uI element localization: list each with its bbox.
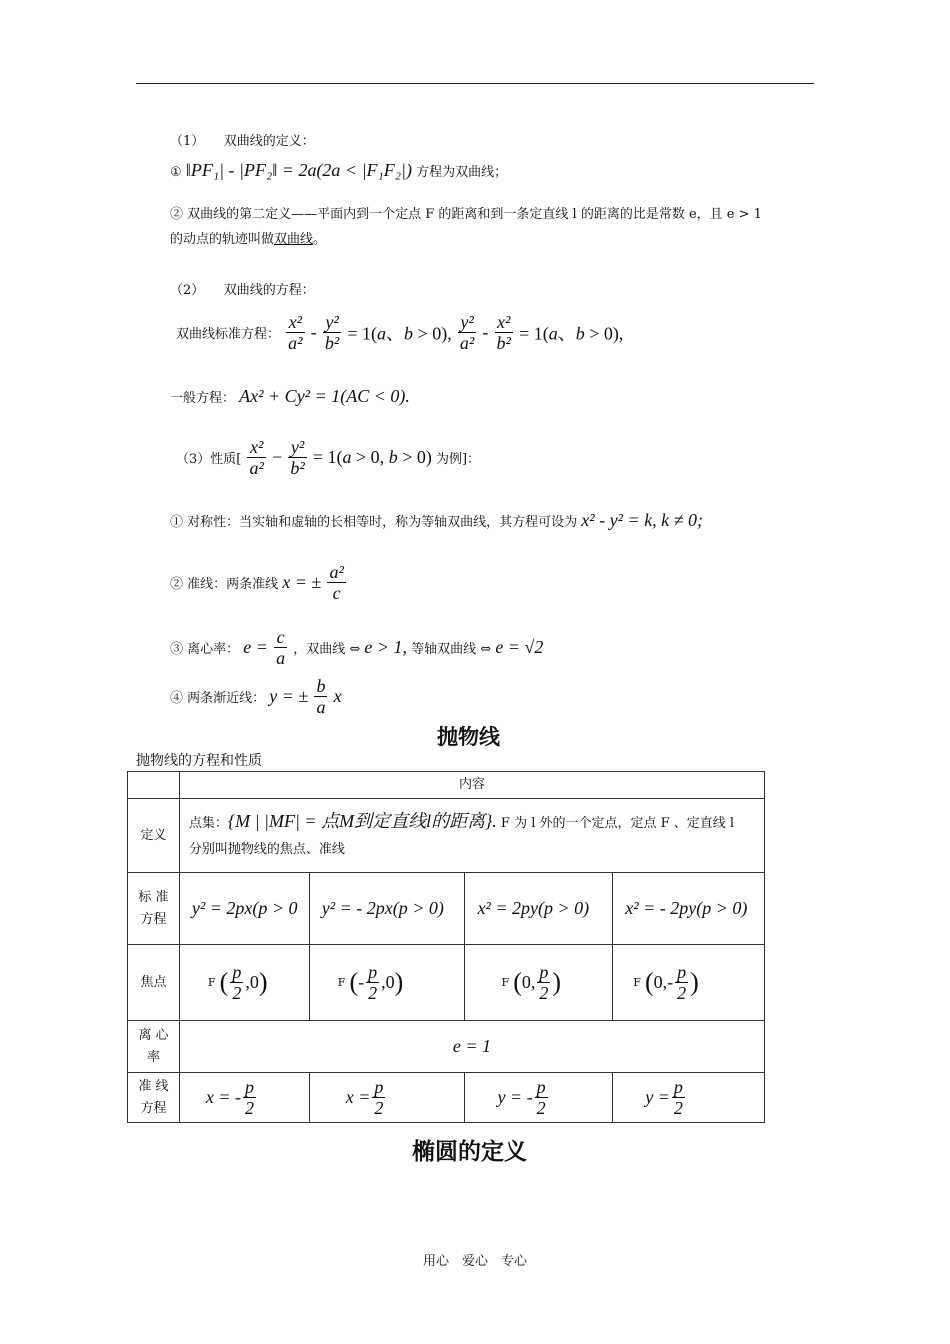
frac-y2-b2: $\frac{\text{y²}}{\text{b²}}$ xyxy=(324,312,340,353)
prop-symmetry: ① 对称性：当实轴和虚轴的长相等时，称为等轴双曲线，其方程可设为 x² - y² = k, k ≠ 0; xyxy=(170,510,704,530)
def2-line1: ② 双曲线的第二定义——平面内到一个定点 F 的距离和到一条定直线 l 的距离的比是常数 e，且 e > 1 xyxy=(170,207,762,222)
parabola-heading: 抛物线 xyxy=(437,725,500,749)
directrix-3: y = - $\frac{p}{2}$ xyxy=(465,1073,613,1123)
def-title: （1） 双曲线的定义： xyxy=(170,134,315,149)
std-eq-3: x² = 2py(p > 0) xyxy=(465,873,613,945)
eq-title: （2） 双曲线的方程： xyxy=(170,283,315,298)
def1-line: ① ‖PF₁| - |PF₂‖ = 2a(2a < |F₁F₂|) 方程为双曲线； xyxy=(170,160,508,180)
table-row-focus xyxy=(128,945,765,1021)
directrix-1: x = - $\frac{p}{2}$ xyxy=(179,1073,309,1123)
table-row-directrix xyxy=(128,1073,765,1123)
header-content: 内容 xyxy=(179,772,764,799)
parabola-table xyxy=(127,771,765,1123)
std-eq-1: y² = 2px(p > 0 xyxy=(179,873,309,945)
def2-line2: 的动点的轨迹叫做双曲线。 xyxy=(170,232,327,247)
label-standard: 标 准 方程 xyxy=(128,873,180,945)
std-equation: 双曲线标准方程： $\frac{\text{x²}}{\text{a²}}$ - $\frac{\text{y²}}{\text{b²}}$ = 1(a、b > 0), $\frac{\text{y²}}{\text{a²}}$ - $\frac{\text{x²}}{\text{b²}}$ = 1(a、b > 0), xyxy=(176,312,624,353)
ellipse-heading: 椭圆的定义 xyxy=(412,1139,527,1165)
focus-2: F (- $\frac{p}{2}$ ,0) xyxy=(309,945,465,1021)
label-focus: 焦点 xyxy=(128,945,180,1021)
focus-3: F (0, $\frac{p}{2}$ ) xyxy=(465,945,613,1021)
table-row-standard xyxy=(128,873,765,945)
header-rule xyxy=(136,83,814,84)
frac-x2-a2: $\frac{\text{x²}}{\text{a²}}$ xyxy=(288,312,303,353)
label-definition: 定义 xyxy=(128,799,180,873)
prop-eccentricity: ③ 离心率： e = $\frac{c}{a}$ ，双曲线 ⇔ e > 1, 等轴双曲线 ⇔ e = √2 xyxy=(170,627,544,668)
general-equation: 一般方程： Ax² + Cy² = 1(AC < 0). xyxy=(170,386,410,406)
parabola-subtitle: 抛物线的方程和性质 xyxy=(136,753,262,769)
focus-1: F ( $\frac{p}{2}$ ,0) xyxy=(179,945,309,1021)
std-eq-2: y² = - 2px(p > 0) xyxy=(309,873,465,945)
directrix-4: y = $\frac{p}{2}$ xyxy=(613,1073,765,1123)
focus-4: F (0,- $\frac{p}{2}$ ) xyxy=(613,945,765,1021)
prop-title: （3）性质[ $\frac{\text{x²}}{\text{a²}}$ − $\frac{\text{y²}}{\text{b²}}$ = 1(a > 0, b > 0) 为例]： xyxy=(176,437,481,478)
definition-cell: 点集：{M | |MF| = 点M到定直线l的距离}. F 为 l 外的一个定点，定点 F 、定直线 l 分别叫抛物线的焦点、准线 xyxy=(179,799,764,873)
prop-asymptotes: ④ 两条渐近线： y = ± $\frac{b}{a}$ x xyxy=(170,676,342,717)
eccentricity-cell: e = 1 xyxy=(179,1021,764,1073)
directrix-2: x = $\frac{p}{2}$ xyxy=(309,1073,465,1123)
page-footer: 用心 爱心 专心 xyxy=(422,1254,527,1269)
table-row-definition xyxy=(128,799,765,873)
std-eq-4: x² = - 2py(p > 0) xyxy=(613,873,765,945)
table-header-row xyxy=(128,772,765,799)
label-eccentricity: 离 心 率 xyxy=(128,1021,180,1073)
prop-directrix: ② 准线：两条准线 x = ± $\frac{\text{a²}}{c}$ xyxy=(170,562,344,603)
label-directrix: 准 线 方程 xyxy=(128,1073,180,1123)
table-row-eccentricity xyxy=(128,1021,765,1073)
